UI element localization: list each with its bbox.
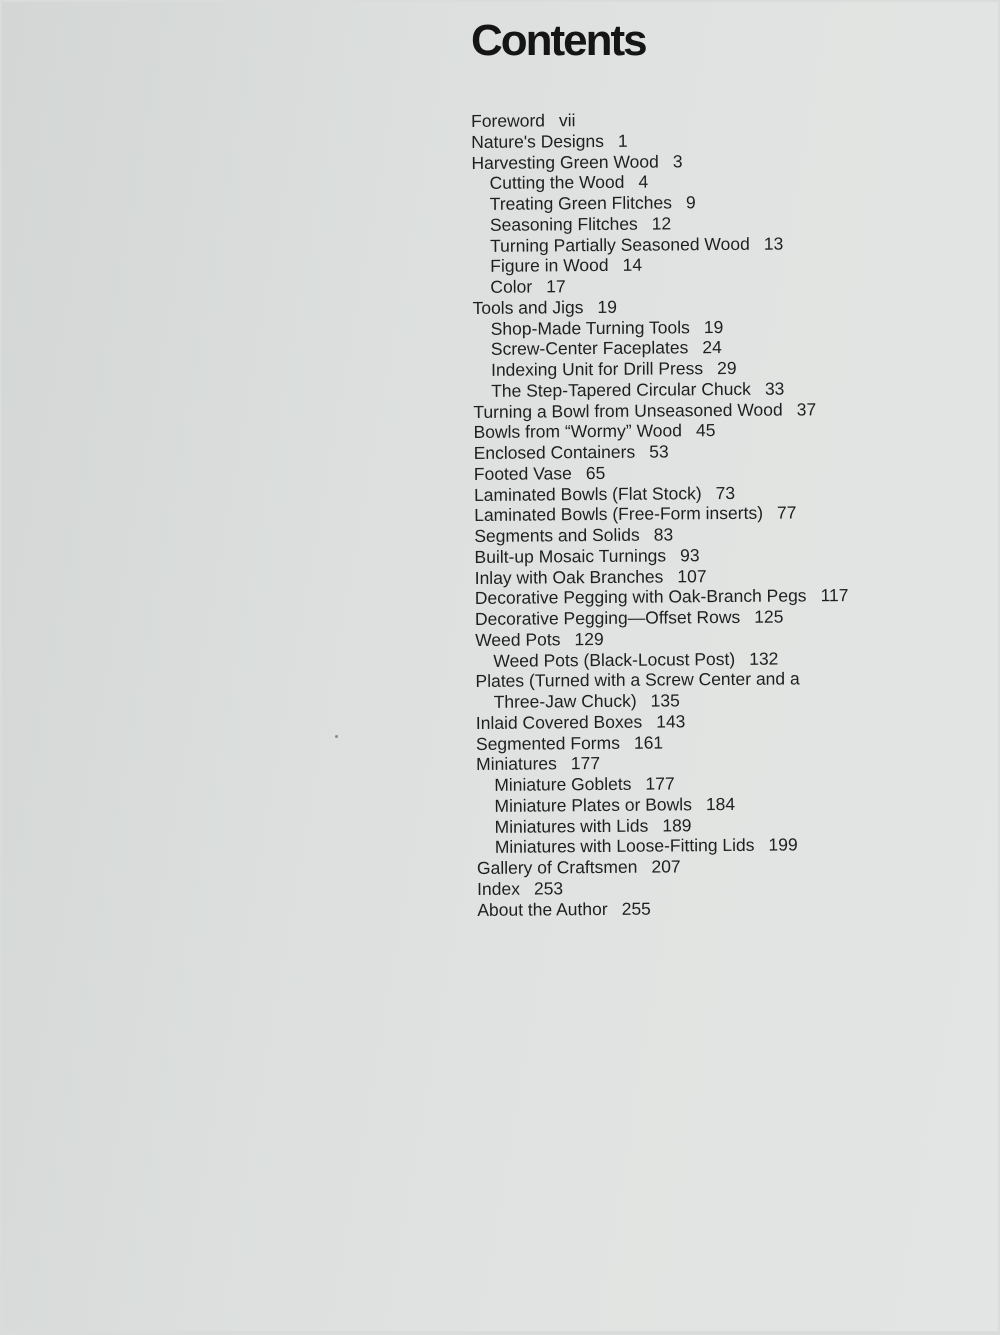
toc-entry-page: 3: [673, 151, 683, 171]
toc-entry: [472, 212, 846, 236]
toc-entry-page: 143: [656, 711, 685, 731]
toc-entry-page: 1: [618, 131, 628, 151]
toc-entry-title: Segmented Forms: [476, 732, 620, 753]
toc-entry: [473, 419, 847, 443]
toc-entry: [475, 565, 849, 589]
toc-entry-title: Miniatures with Loose-Fitting Lids: [495, 835, 755, 857]
toc-entry-title: Shop-Made Turning Tools: [491, 317, 690, 339]
toc-entry: [475, 585, 849, 609]
toc-entry-title: Cutting the Wood: [489, 172, 624, 193]
toc-entry-page: 117: [820, 585, 848, 605]
toc-entry-page: 77: [777, 503, 797, 523]
toc-entry: [477, 855, 851, 879]
toc-entry-title: Inlay with Oak Branches: [475, 566, 664, 587]
toc-entry: [473, 357, 847, 381]
toc-entry-page: 73: [716, 482, 736, 502]
toc-entry: [476, 751, 850, 775]
toc-entry-title: Laminated Bowls (Flat Stock): [474, 483, 702, 505]
toc-entry-page: 17: [546, 276, 566, 296]
table-of-contents: [471, 108, 851, 920]
toc-entry: [472, 191, 846, 215]
toc-entry-page: 255: [622, 898, 651, 918]
toc-entry: [474, 502, 848, 526]
toc-entry-title: Miniatures with Lids: [495, 815, 649, 836]
toc-entry-title: Decorative Pegging with Oak-Branch Pegs: [475, 586, 807, 609]
toc-entry-title: Built-up Mosaic Turnings: [474, 545, 666, 567]
toc-entry: [473, 316, 847, 340]
toc-entry-page: 24: [702, 337, 722, 357]
toc-entry-title: Seasoning Flitches: [490, 213, 638, 234]
toc-entry-title: Tools and Jigs: [472, 297, 583, 318]
toc-entry-title: Harvesting Green Wood: [471, 151, 659, 172]
toc-entry-page: 132: [749, 648, 778, 668]
toc-entry-title: Laminated Bowls (Free-Form inserts): [474, 503, 763, 525]
toc-entry: [472, 274, 846, 298]
toc-entry: [471, 170, 845, 194]
toc-entry: [476, 731, 850, 755]
toc-entry-title: Plates (Turned with a Screw Center and a: [475, 669, 799, 692]
toc-entry: [476, 710, 850, 734]
toc-entry-page: 199: [768, 835, 797, 855]
toc-entry: [476, 793, 850, 817]
toc-entry-title: Footed Vase: [474, 463, 572, 484]
toc-entry-page: 189: [662, 815, 691, 835]
toc-entry-page: 19: [704, 317, 724, 337]
toc-entry-title: Miniature Goblets: [494, 774, 631, 795]
toc-entry-page: 129: [574, 629, 603, 649]
toc-entry-page: 253: [534, 878, 563, 898]
toc-entry-title: About the Author: [477, 898, 608, 919]
toc-entry: [474, 461, 848, 485]
toc-entry-title: Treating Green Flitches: [490, 192, 672, 213]
toc-entry-title: Figure in Wood: [490, 255, 609, 276]
toc-entry: [473, 399, 847, 423]
toc-entry-title: Enclosed Containers: [474, 442, 636, 463]
toc-entry-title: Foreword: [471, 110, 545, 131]
toc-entry-title: Segments and Solids: [474, 525, 640, 546]
toc-entry-title: Inlaid Covered Boxes: [476, 711, 643, 732]
toc-entry: [474, 544, 848, 568]
toc-entry-title: Index: [477, 878, 520, 898]
toc-entry: [473, 336, 847, 360]
toc-entry: [476, 772, 850, 796]
toc-entry: [475, 668, 849, 692]
toc-entry-page: 207: [651, 856, 680, 876]
toc-entry-title: Turning a Bowl from Unseasoned Wood: [473, 399, 782, 421]
toc-entry-page: 13: [764, 233, 784, 253]
toc-entry-page: 161: [634, 732, 663, 752]
toc-entry-page: 19: [597, 297, 617, 317]
toc-entry-page: 9: [686, 192, 696, 212]
toc-entry-title: Bowls from “Wormy” Wood: [473, 421, 682, 443]
toc-entry: [471, 150, 845, 174]
toc-entry: [471, 108, 845, 132]
document-page: [2, 2, 998, 1331]
toc-entry: [471, 129, 845, 153]
toc-entry-title: Three-Jaw Chuck): [494, 691, 637, 712]
toc-entry: [472, 233, 846, 257]
toc-entry-title: Weed Pots (Black-Locust Post): [493, 648, 735, 670]
paper-speck: [335, 735, 338, 738]
toc-entry: [475, 648, 849, 672]
toc-entry: [475, 606, 849, 630]
toc-entry: [474, 440, 848, 464]
toc-entry-page: 65: [586, 463, 606, 483]
toc-entry-title: The Step-Tapered Circular Chuck: [491, 379, 751, 401]
toc-entry-title: Miniature Plates or Bowls: [494, 794, 692, 816]
toc-entry: [476, 689, 850, 713]
toc-entry-page: 177: [645, 773, 674, 793]
toc-entry-page: 184: [706, 794, 735, 814]
toc-entry-page: 12: [652, 213, 672, 233]
toc-entry-page: 29: [717, 358, 737, 378]
toc-entry: [472, 295, 846, 319]
toc-entry-page: vii: [559, 110, 576, 130]
page-title: Contents: [471, 16, 646, 66]
toc-entry-title: Miniatures: [476, 754, 557, 775]
toc-entry: [477, 834, 851, 858]
toc-entry-page: 53: [649, 441, 669, 461]
toc-entry: [477, 876, 851, 900]
toc-entry-page: 107: [677, 566, 706, 586]
toc-entry-page: 37: [797, 399, 817, 419]
toc-entry-title: Nature's Designs: [471, 131, 604, 152]
toc-entry-page: 45: [696, 420, 716, 440]
toc-entry-page: 83: [654, 524, 674, 544]
toc-entry-page: 177: [571, 753, 600, 773]
toc-entry: [472, 253, 846, 277]
toc-entry-title: Weed Pots: [475, 629, 560, 650]
toc-entry-title: Decorative Pegging—Offset Rows: [475, 607, 740, 629]
toc-entry-page: 93: [680, 545, 700, 565]
toc-entry-page: 125: [754, 607, 783, 627]
toc-entry: [474, 523, 848, 547]
toc-entry-title: Turning Partially Seasoned Wood: [490, 233, 750, 255]
toc-entry-page: 33: [765, 378, 785, 398]
toc-entry: [477, 814, 851, 838]
toc-entry: [477, 897, 851, 921]
toc-entry-page: 14: [622, 255, 642, 275]
toc-entry: [473, 378, 847, 402]
toc-entry-title: Gallery of Craftsmen: [477, 857, 638, 878]
toc-entry-title: Color: [490, 277, 532, 297]
toc-entry: [474, 482, 848, 506]
toc-entry-title: Indexing Unit for Drill Press: [491, 358, 703, 380]
toc-entry-page: 135: [651, 690, 680, 710]
toc-entry-page: 4: [638, 172, 648, 192]
toc-entry: [475, 627, 849, 651]
toc-entry-title: Screw-Center Faceplates: [491, 338, 689, 360]
